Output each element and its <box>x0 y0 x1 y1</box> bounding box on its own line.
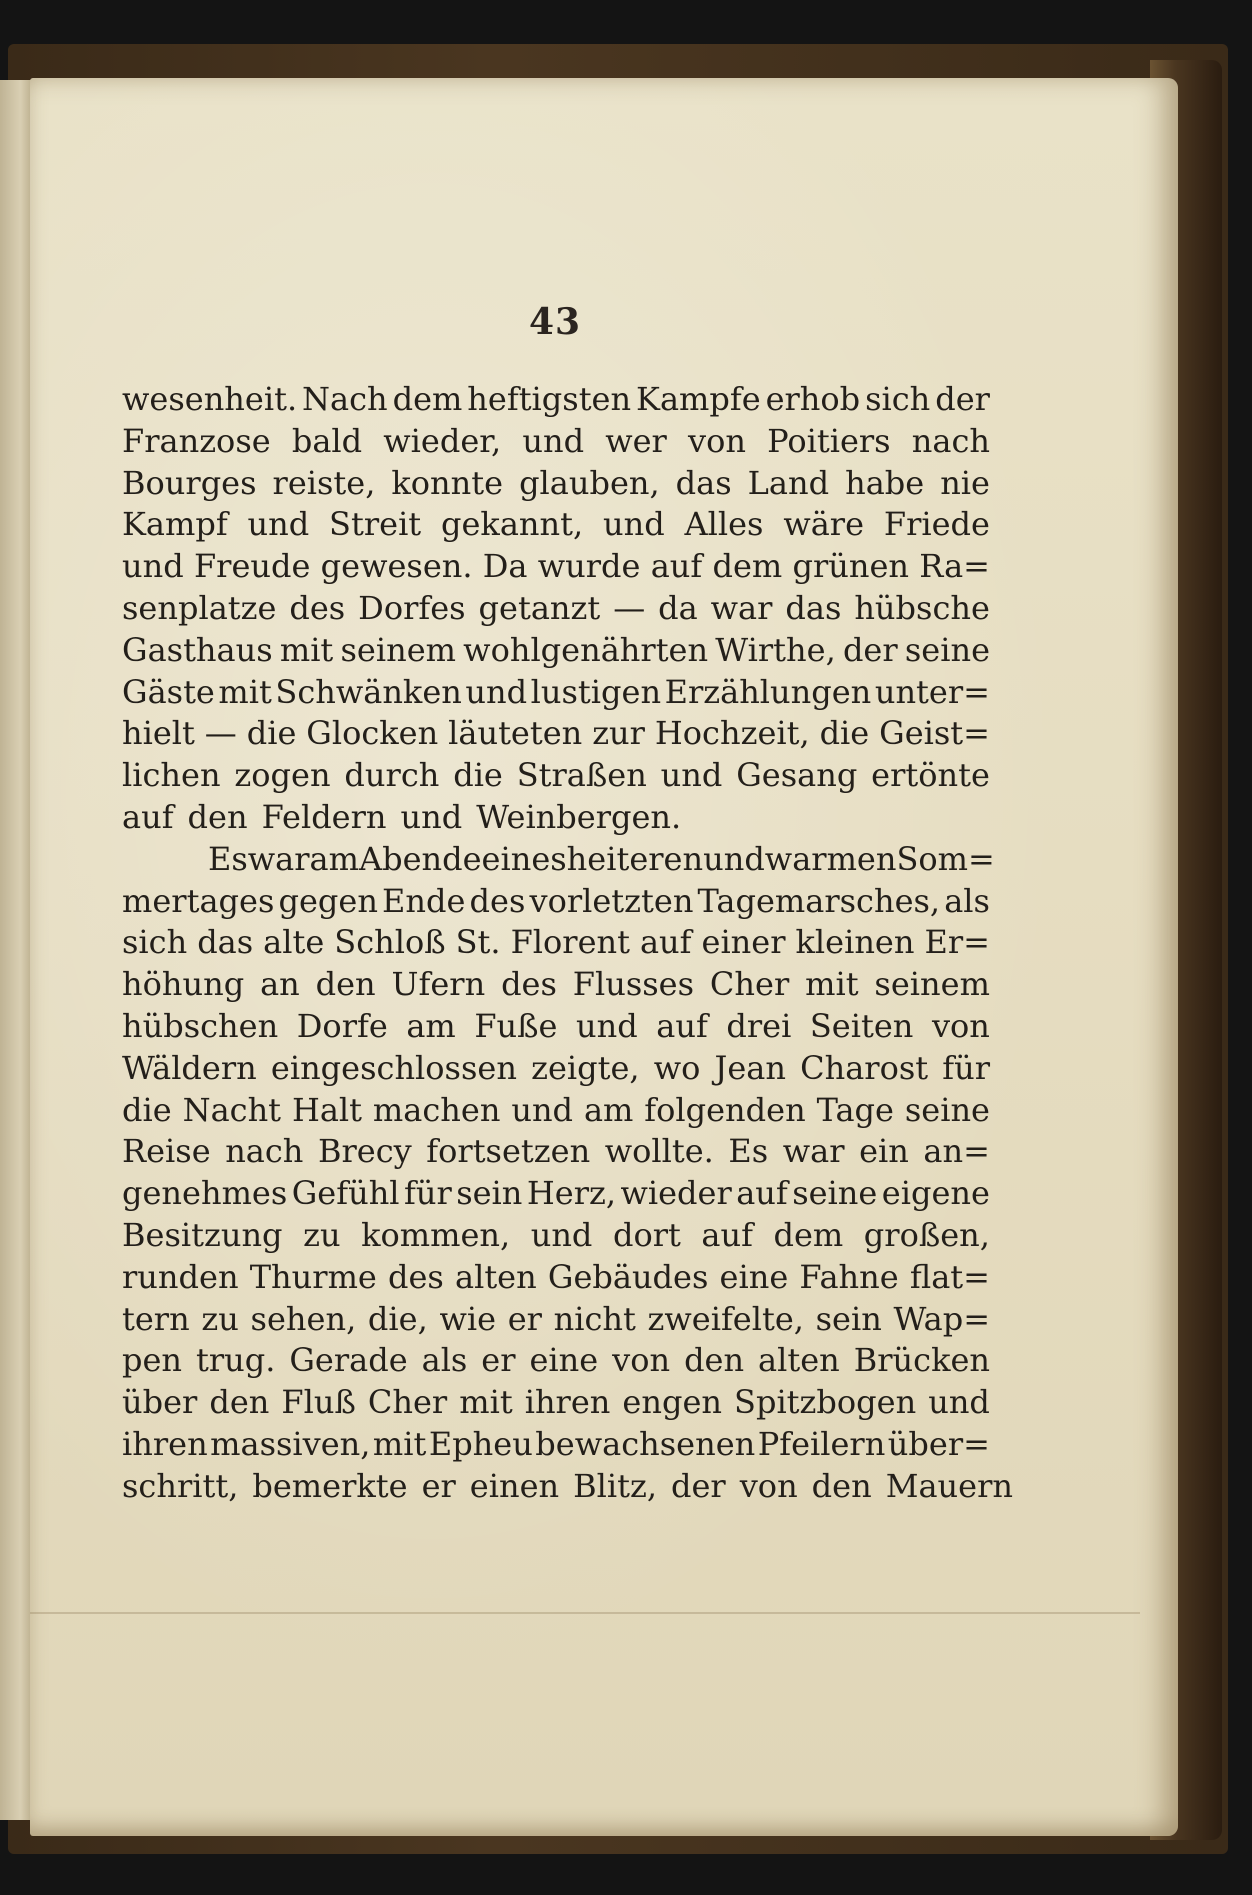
word: Gesang <box>736 756 858 795</box>
word: den <box>684 1341 745 1380</box>
word: eine <box>719 1257 789 1296</box>
word: Kampf <box>122 505 228 544</box>
word: Gefühl <box>291 1174 400 1213</box>
word: Cher <box>709 965 790 1004</box>
word: — <box>613 588 646 627</box>
word: drei <box>726 1006 792 1045</box>
word: Abende <box>358 839 482 878</box>
word: Ra= <box>919 547 990 586</box>
word: durch <box>344 756 440 795</box>
word: wollte. <box>604 1132 714 1171</box>
word: Streit <box>329 505 422 544</box>
word: erhob <box>765 380 861 418</box>
word: senplatze <box>122 588 277 627</box>
word: von <box>739 1466 798 1505</box>
word: wieder <box>620 1174 732 1213</box>
word: Friede <box>883 505 990 544</box>
word: war <box>247 839 310 878</box>
word: er <box>421 1466 456 1505</box>
word: Schwänken <box>275 672 462 711</box>
text-line <box>122 1132 990 1174</box>
word: einen <box>469 1466 560 1505</box>
word: Brecy <box>317 1132 412 1171</box>
word: ein <box>859 1132 909 1171</box>
word: gegen <box>278 881 378 920</box>
word: Tagemarsches, <box>697 881 941 920</box>
book-page <box>30 78 1178 1836</box>
word: Kampfe <box>636 380 761 418</box>
word: auf <box>639 923 692 962</box>
word: am <box>309 839 359 878</box>
word: dem <box>392 380 463 418</box>
word: Epheu <box>428 1424 533 1463</box>
word: vorletzten <box>529 881 694 920</box>
text-line <box>122 505 990 547</box>
word: bald <box>291 421 363 460</box>
word: das <box>675 463 732 502</box>
word: des <box>469 881 526 920</box>
word: Blitz, <box>573 1466 657 1505</box>
word: und <box>511 1090 574 1129</box>
word: Cher <box>367 1383 448 1422</box>
word: von <box>612 1341 671 1380</box>
word: Es <box>208 839 248 878</box>
word: machen <box>372 1090 501 1129</box>
word: warmen <box>764 839 897 878</box>
word: nach <box>225 1132 304 1171</box>
word: zogen <box>234 756 331 795</box>
word: Fahne <box>799 1257 899 1296</box>
word: zweifelte, <box>647 1299 804 1338</box>
word: Reise <box>122 1132 211 1171</box>
text-line <box>122 1174 990 1216</box>
word: wer <box>605 421 667 460</box>
word: das <box>785 588 842 627</box>
word: und <box>530 1215 593 1254</box>
text-line <box>122 380 990 422</box>
word: seinem <box>340 630 456 669</box>
word: höhung <box>122 965 245 1004</box>
text-line <box>122 1300 990 1342</box>
word: Glocken <box>306 714 439 753</box>
word: den <box>315 965 376 1004</box>
word: Geist= <box>879 714 990 753</box>
text-line <box>122 882 990 924</box>
word: Er= <box>924 923 990 962</box>
word: dem <box>773 1215 844 1254</box>
word: folgenden <box>644 1090 806 1129</box>
word: Straßen <box>516 756 647 795</box>
word: trug. <box>195 1341 276 1380</box>
word: Da <box>482 547 528 586</box>
word: er <box>507 1299 542 1338</box>
word: heftigsten <box>467 380 632 418</box>
word: seine <box>792 1174 878 1213</box>
word: da <box>658 588 698 627</box>
word: über <box>122 1383 198 1422</box>
word: einer <box>701 923 786 962</box>
word: wieder, <box>383 421 502 460</box>
word: bemerkte <box>252 1466 408 1505</box>
word: flat= <box>909 1257 990 1296</box>
word: und <box>522 421 585 460</box>
word: runden <box>122 1257 239 1296</box>
word: die <box>453 756 503 795</box>
word: getanzt <box>478 588 601 627</box>
word: zu <box>303 1215 341 1254</box>
text-line <box>122 1258 990 1300</box>
text-line <box>122 798 990 840</box>
text-line <box>122 756 990 798</box>
word: den <box>811 1466 872 1505</box>
body-text <box>122 380 1013 1509</box>
word: Wirthe, <box>715 630 836 669</box>
word: der <box>671 1466 726 1505</box>
word: Ufern <box>391 965 486 1004</box>
word: Dorfe <box>296 1006 388 1045</box>
word: Poitiers <box>767 421 891 460</box>
word: und <box>703 839 765 878</box>
word: Gasthaus <box>122 630 273 669</box>
word: auf <box>122 797 174 836</box>
page-number: 43 <box>528 301 582 343</box>
word: Florent <box>510 923 630 962</box>
word: Halt <box>291 1090 363 1129</box>
text-line <box>122 422 990 464</box>
word: großen, <box>863 1215 990 1254</box>
word: seine <box>904 630 990 669</box>
word: auf <box>650 547 703 586</box>
word: sein <box>456 1174 523 1213</box>
word: mertages <box>122 881 275 920</box>
word: Charost <box>800 1048 929 1087</box>
word: Jean <box>714 1048 786 1087</box>
word: heiteren <box>566 839 704 878</box>
word: der <box>935 380 990 418</box>
word: Nach <box>302 380 388 418</box>
word: wesenheit. <box>122 380 298 418</box>
text-line <box>122 1466 1013 1509</box>
word: pen <box>122 1341 183 1380</box>
text-line <box>122 464 990 506</box>
word: Erzählungen <box>664 672 872 711</box>
word: sein <box>815 1299 882 1338</box>
word: Gerade <box>289 1341 408 1380</box>
word: Nacht <box>182 1090 282 1129</box>
word: an <box>260 965 300 1004</box>
text-line <box>122 547 990 589</box>
word: — <box>204 714 237 753</box>
word: habe <box>845 463 925 502</box>
word: wurde <box>537 547 641 586</box>
word: und <box>602 505 665 544</box>
word: Weinbergen. <box>476 797 682 836</box>
word: engen <box>622 1383 722 1422</box>
word: wohlgenährten <box>463 630 709 669</box>
word: über= <box>887 1424 990 1463</box>
text-line <box>122 839 995 882</box>
word: gewesen. <box>320 547 473 586</box>
word: Franzose <box>122 421 271 460</box>
text-line <box>122 1049 990 1091</box>
word: Som= <box>896 839 995 878</box>
word: als <box>421 1341 468 1380</box>
word: von <box>931 1006 990 1045</box>
word: seine <box>904 1090 990 1129</box>
text-line <box>122 589 990 631</box>
word: glauben, <box>519 463 660 502</box>
word: lustigen <box>530 672 662 711</box>
word: wäre <box>783 505 865 544</box>
word: ihren <box>122 1424 208 1463</box>
word: lichen <box>122 756 221 795</box>
word: mit <box>279 630 334 669</box>
word: Spitzbogen <box>734 1383 917 1422</box>
word: den <box>209 1383 270 1422</box>
word: kleinen <box>795 923 915 962</box>
text-line <box>122 965 990 1007</box>
word: zur <box>592 714 645 753</box>
word: dort <box>612 1215 681 1254</box>
word: wo <box>653 1048 701 1087</box>
word: die <box>246 714 297 753</box>
word: Freude <box>193 547 311 586</box>
word: hübsche <box>854 588 990 627</box>
word: das <box>197 923 254 962</box>
word: massiven, <box>210 1424 371 1463</box>
word: eines <box>481 839 567 878</box>
word: für <box>942 1048 990 1087</box>
word: grünen <box>792 547 909 586</box>
page-bottom-crease <box>30 1612 1140 1614</box>
word: Thurme <box>249 1257 377 1296</box>
word: Feldern <box>261 797 387 836</box>
word: gekannt, <box>441 505 584 544</box>
word: die, <box>367 1299 428 1338</box>
word: Besitzung <box>122 1215 283 1254</box>
word: Wäldern <box>122 1048 257 1087</box>
word: des <box>289 588 346 627</box>
word: Bourges <box>122 463 257 502</box>
word: die <box>819 714 870 753</box>
word: wie <box>439 1299 496 1338</box>
word: des <box>388 1257 444 1296</box>
word: Pfeilern <box>757 1424 886 1463</box>
word: fortsetzen <box>426 1132 591 1171</box>
word: und <box>122 547 184 586</box>
word: auf <box>656 1006 708 1045</box>
word: sich <box>122 923 188 962</box>
word: Dorfes <box>358 588 466 627</box>
word: am <box>406 1006 456 1045</box>
word: Flusses <box>572 965 695 1004</box>
word: Ende <box>382 881 466 920</box>
word: und <box>400 797 463 836</box>
word: die <box>122 1090 172 1129</box>
word: alten <box>455 1257 537 1296</box>
word: bewachsenen <box>535 1424 756 1463</box>
word: war <box>782 1132 845 1171</box>
text-line <box>122 631 990 673</box>
word: läuteten <box>448 714 583 753</box>
word: alten <box>758 1341 840 1380</box>
word: hielt <box>122 714 195 753</box>
facing-page-edge <box>0 80 34 1820</box>
word: eigene <box>881 1174 990 1213</box>
word: Fluß <box>281 1383 356 1422</box>
word: dem <box>712 547 783 586</box>
text-line <box>122 714 990 756</box>
text-line <box>122 1216 990 1258</box>
word: mit <box>805 965 859 1004</box>
word: tern <box>122 1299 190 1338</box>
word: und <box>660 756 723 795</box>
word: am <box>583 1090 634 1129</box>
word: seinem <box>874 965 990 1004</box>
word: mit <box>218 672 272 711</box>
word: war <box>710 588 773 627</box>
word: von <box>688 421 746 460</box>
word: Brücken <box>853 1341 990 1380</box>
text-line <box>122 1425 990 1467</box>
word: nach <box>911 421 990 460</box>
text-line <box>122 923 990 965</box>
word: Tage <box>816 1090 894 1129</box>
word: mit <box>372 1424 427 1463</box>
word: nicht <box>553 1299 636 1338</box>
word: Schloß <box>334 923 446 962</box>
word: sehen, <box>250 1299 357 1338</box>
word: Es <box>728 1132 769 1171</box>
word: Gebäudes <box>547 1257 709 1296</box>
word: und <box>928 1383 990 1422</box>
word: des <box>501 965 557 1004</box>
word: unter= <box>874 672 990 711</box>
word: ertönte <box>871 756 990 795</box>
word: er <box>481 1341 516 1380</box>
word: zu <box>201 1299 239 1338</box>
word: St. <box>455 923 501 962</box>
word: nie <box>940 463 990 502</box>
word: an= <box>923 1132 990 1171</box>
word: und <box>576 1006 638 1045</box>
word: konnte <box>391 463 504 502</box>
word: Alles <box>684 505 764 544</box>
word: Hochzeit, <box>654 714 810 753</box>
word: der <box>842 630 898 669</box>
word: den <box>187 797 248 836</box>
word: eine <box>529 1341 599 1380</box>
word: auf <box>701 1215 753 1254</box>
text-line <box>122 1091 990 1133</box>
word: eingeschlossen <box>270 1048 517 1087</box>
word: alte <box>263 923 325 962</box>
word: hübschen <box>122 1006 279 1045</box>
word: genehmes <box>122 1174 288 1213</box>
word: mit <box>459 1383 513 1422</box>
word: Herz, <box>526 1174 617 1213</box>
word: Wap= <box>893 1299 990 1338</box>
word: auf <box>736 1174 788 1213</box>
text-line <box>122 1007 990 1049</box>
word: zeigte, <box>531 1048 640 1087</box>
word: kommen, <box>361 1215 511 1254</box>
word: reiste, <box>272 463 376 502</box>
word: Land <box>747 463 830 502</box>
word: Fuße <box>474 1006 558 1045</box>
word: schritt, <box>122 1466 239 1505</box>
word: Mauern <box>885 1466 1013 1505</box>
word: für <box>403 1174 452 1213</box>
word: Gäste <box>122 672 215 711</box>
text-line <box>122 673 990 715</box>
text-line <box>122 1383 990 1425</box>
word: und <box>465 672 528 711</box>
word: Seiten <box>809 1006 914 1045</box>
word: als <box>944 881 990 920</box>
word: und <box>247 505 310 544</box>
word: ihren <box>524 1383 611 1422</box>
text-line <box>122 1341 990 1383</box>
word: sich <box>865 380 931 418</box>
